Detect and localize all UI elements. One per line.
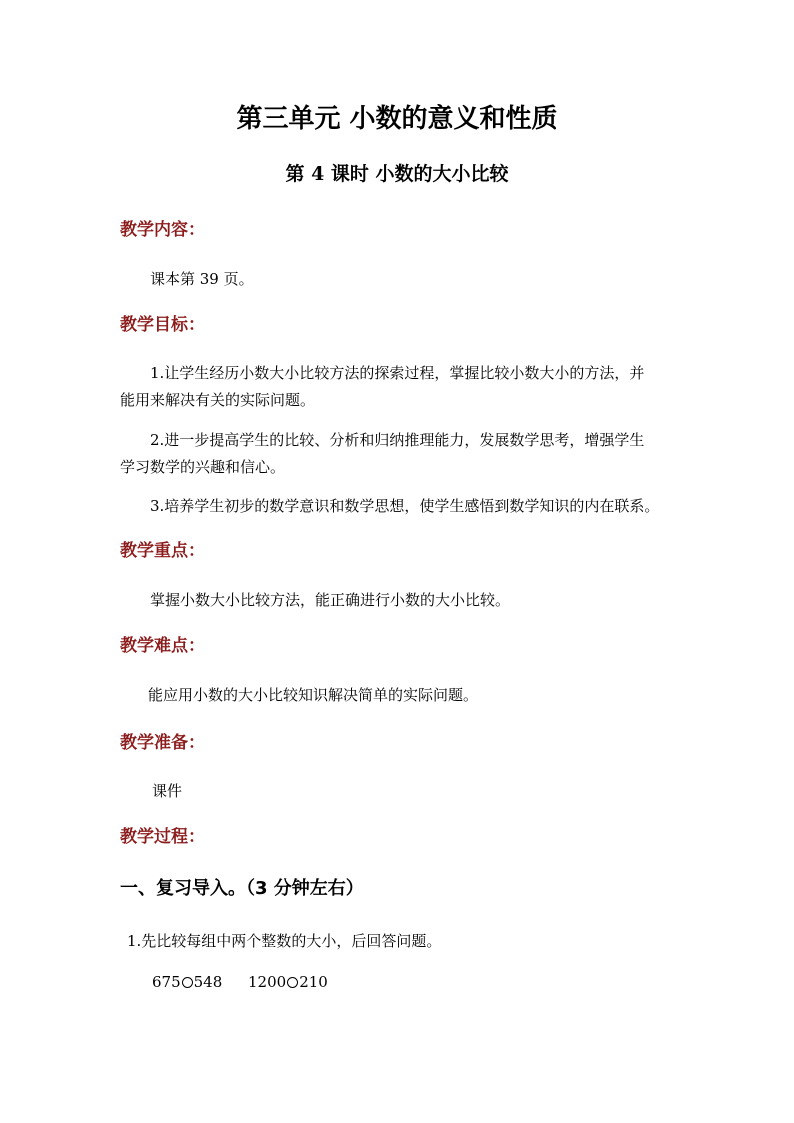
- part-1-heading: 一、复习导入。（3 分钟左右）: [120, 878, 364, 899]
- comparison-blank-circle[interactable]: [182, 977, 193, 988]
- goal-1-line-1: 1.让学生经历小数大小比较方法的探索过程，掌握比较小数大小的方法，并: [150, 364, 645, 382]
- comparison-blank-circle[interactable]: [287, 977, 298, 988]
- comparison-1-left: 675: [152, 973, 181, 991]
- goal-2-line-2: 学习数学的兴趣和信心。: [120, 458, 286, 476]
- comparison-2-right: 210: [299, 973, 328, 991]
- key-point-text: 掌握小数大小比较方法，能正确进行小数的大小比较。: [150, 591, 511, 609]
- comparison-1: [152, 971, 222, 993]
- lesson-subtitle: 第 4 课时 小数的大小比较: [285, 163, 509, 185]
- heading-process: 教学过程：: [120, 827, 205, 847]
- unit-title: 第三单元 小数的意义和性质: [236, 104, 558, 134]
- heading-difficulty: 教学难点：: [120, 636, 205, 656]
- heading-teaching-goals: 教学目标：: [120, 315, 205, 335]
- preparation-text: 课件: [152, 782, 183, 800]
- comparison-1-right: 548: [193, 973, 223, 991]
- goal-3: 3.培养学生初步的数学意识和数学思想，使学生感悟到数学知识的内在联系。: [150, 497, 660, 515]
- comparison-2-left: 1200: [248, 973, 287, 991]
- comparison-2: [248, 971, 328, 993]
- question-1: 1.先比较每组中两个整数的大小，后回答问题。: [127, 932, 442, 950]
- difficulty-text: 能应用小数的大小比较知识解决简单的实际问题。: [148, 686, 479, 704]
- goal-1-line-2: 能用来解决有关的实际问题。: [120, 391, 316, 409]
- heading-key-point: 教学重点：: [120, 541, 205, 561]
- content-text: 课本第 39 页。: [150, 270, 254, 288]
- goal-2-line-1: 2.进一步提高学生的比较、分析和归纳推理能力，发展数学思考，增强学生: [150, 431, 645, 449]
- heading-preparation: 教学准备：: [120, 733, 205, 753]
- heading-teaching-content: 教学内容：: [120, 220, 205, 240]
